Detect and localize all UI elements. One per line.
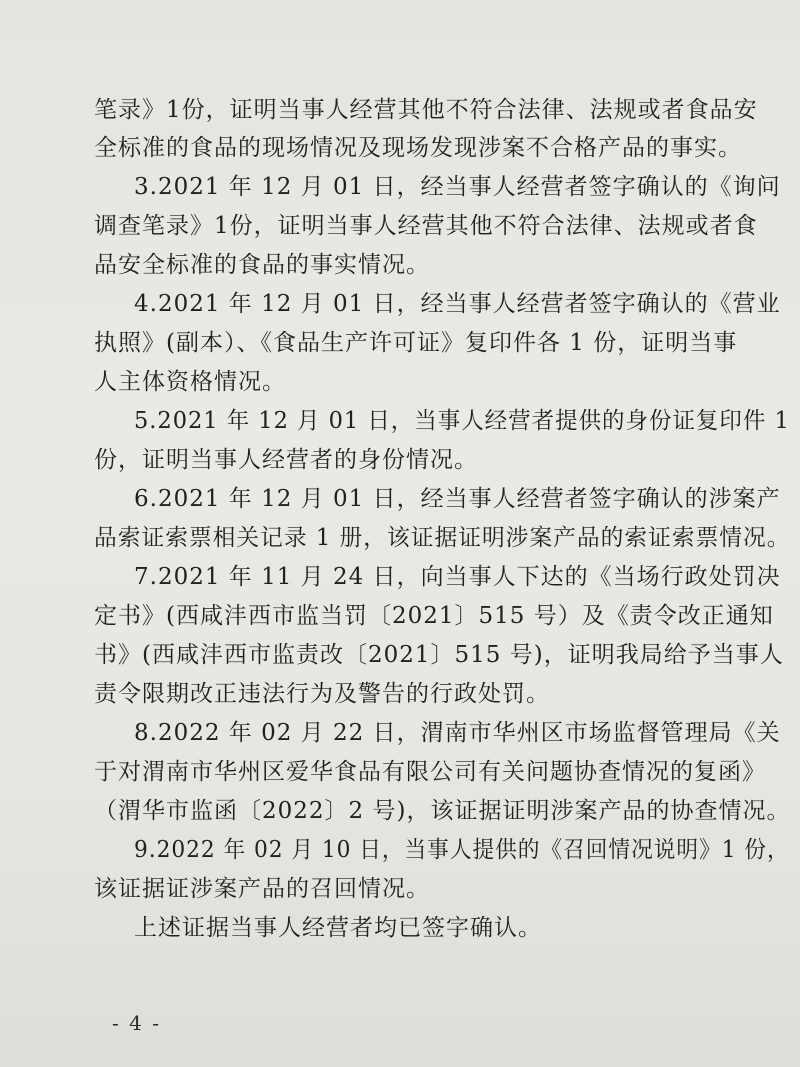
text-line: 人主体资格情况。 (94, 369, 286, 395)
text-line: 该证据证涉案产品的召回情况。 (94, 876, 430, 902)
text-line: 6.2021 年 12 月 01 日，经当事人经营者签字确认的涉案产 (134, 486, 781, 512)
text-line: 调查笔录》1份，证明当事人经营其他不符合法律、法规或者食 (94, 213, 758, 239)
text-line: 5.2021 年 12 月 01 日，当事人经营者提供的身份证复印件 1 (134, 408, 790, 434)
text-line: 7.2021 年 11 月 24 日，向当事人下达的《当场行政处罚决 (134, 564, 781, 590)
text-line: 8.2022 年 02 月 22 日，渭南市华州区市场监督管理局《关 (134, 720, 781, 746)
text-line: （渭华市监函〔2022〕2 号)，该证据证明涉案产品的协查情况。 (94, 798, 791, 824)
text-line: 执照》(副本）、《食品生产许可证》复印件各 1 份，证明当事 (94, 330, 738, 356)
text-line: 品索证索票相关记录 1 册，该证据证明涉案产品的索证索票情况。 (94, 525, 791, 551)
text-line: 于对渭南市华州区爱华食品有限公司有关问题协查情况的复函》 (94, 759, 766, 785)
text-line: 定书》(西咸沣西市监当罚〔2021〕515 号）及《责令改正通知 (94, 603, 774, 629)
text-line: 品安全标准的食品的事实情况。 (94, 252, 430, 278)
text-line: 书》(西咸沣西市监责改〔2021〕515 号)，证明我局给予当事人 (94, 642, 784, 668)
text-line: 3.2021 年 12 月 01 日，经当事人经营者签字确认的《询问 (134, 174, 781, 200)
page-number: - 4 - (112, 1011, 161, 1035)
text-line: 全标准的食品的现场情况及现场发现涉案不合格产品的事实。 (94, 135, 742, 161)
text-line: 9.2022 年 02 月 10 日，当事人提供的《召回情况说明》1 份， (134, 837, 790, 863)
text-line: 责令限期改正违法行为及警告的行政处罚。 (94, 681, 550, 707)
text-line: 4.2021 年 12 月 01 日，经当事人经营者签字确认的《营业 (134, 291, 781, 317)
text-line: 上述证据当事人经营者均已签字确认。 (134, 915, 542, 941)
text-line: 份，证明当事人经营者的身份情况。 (94, 447, 478, 473)
text-line: 笔录》1份，证明当事人经营其他不符合法律、法规或者食品安 (94, 97, 758, 123)
